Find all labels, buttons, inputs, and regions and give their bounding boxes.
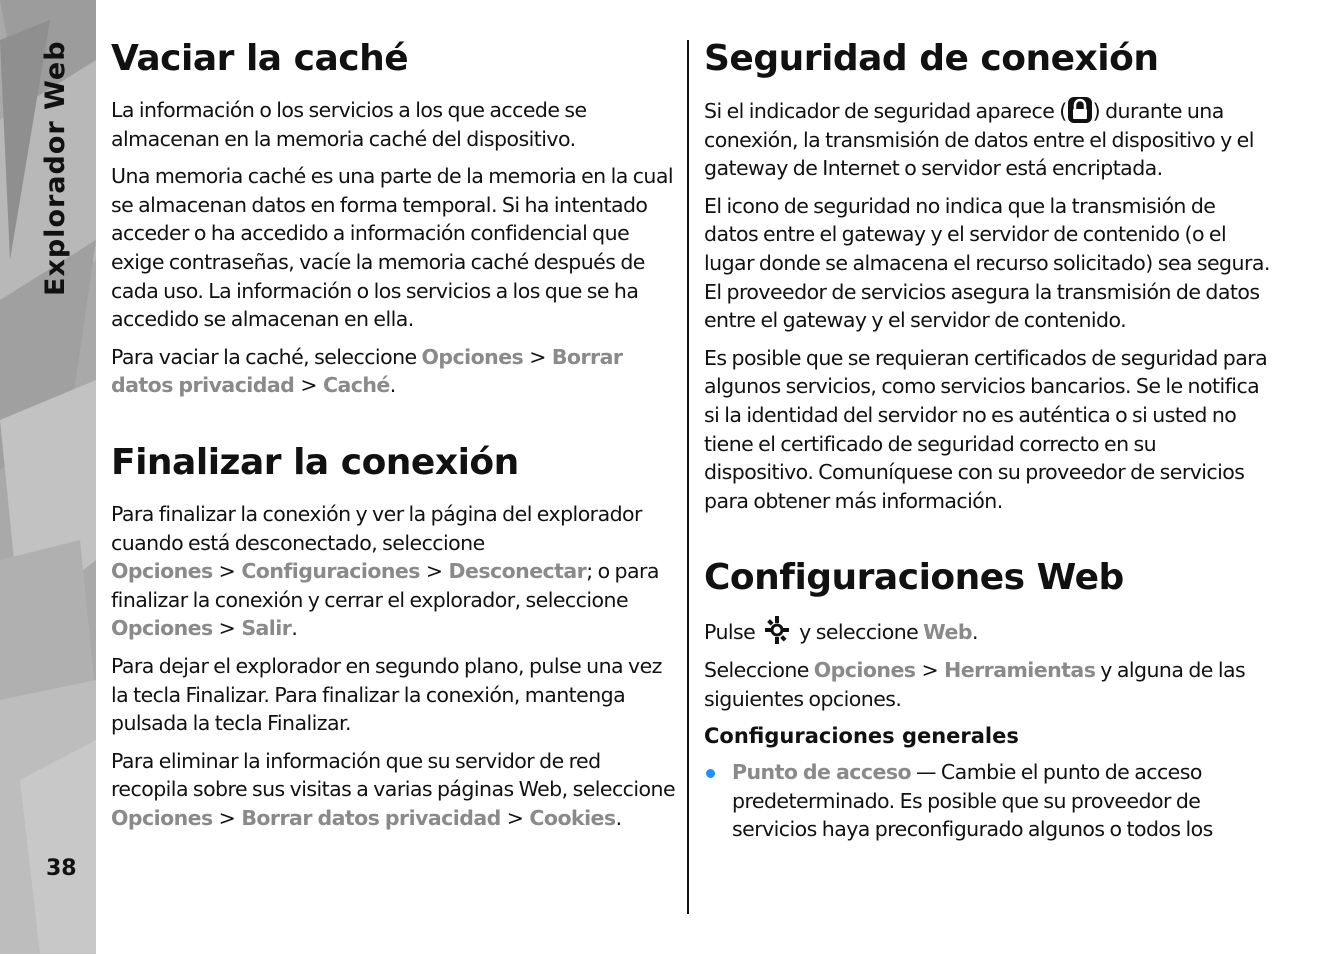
menu-separator: > (425, 559, 443, 584)
text: Si el indicador de seguridad aparece ( (704, 99, 1067, 123)
heading-vaciar-cache: Vaciar la caché (111, 38, 409, 79)
column-divider (687, 40, 689, 914)
menu-opciones: Opciones (421, 344, 524, 369)
text: . (389, 373, 396, 398)
paragraph: Para dejar el explorador en segundo plano, pulse una vez la tecla Finalizar. Para finalizar la conexión, mantenga pulsada la tecla Finalizar. (111, 653, 662, 736)
menu-web: Web (923, 620, 972, 645)
padlock-icon (1067, 96, 1093, 124)
text: Pulse (704, 620, 761, 645)
menu-opciones: Opciones (813, 657, 916, 682)
paragraph: La información o los servicios a los que accede se almacenan en la memoria caché del dispositivo. (111, 98, 587, 151)
menu-salir: Salir (241, 616, 292, 641)
text: y seleccione (794, 620, 924, 645)
menu-separator: > (921, 657, 939, 682)
menu-borrar-datos-privacidad: Borrar datos privacidad (241, 805, 501, 830)
text: Para vaciar la caché, seleccione (111, 344, 422, 369)
menu-separator: > (506, 805, 524, 830)
paragraph (732, 758, 1270, 844)
paragraph (704, 656, 1270, 713)
menu-opciones: Opciones (111, 616, 213, 641)
section-label: Explorador Web (40, 40, 71, 296)
text: y alguna de las siguientes opciones. (704, 657, 1246, 711)
paragraph (704, 615, 1270, 647)
text: Para finalizar la conexión y ver la página del explorador cuando está desconectado, seleccione (111, 501, 642, 555)
menu-separator: > (218, 805, 236, 830)
text: . (971, 620, 978, 645)
heading-seguridad-conexion: Seguridad de conexión (704, 38, 1159, 79)
menu-separator: > (529, 344, 546, 369)
page-number: 38 (46, 856, 77, 881)
paragraph: Una memoria caché es una parte de la memoria en la cual se almacenan datos en forma temporal. Si ha intentado acceder o ha accedido a información confidencial que exige contraseñas, vacíe la memoria caché después de cada uso. La información o los servicios a los que se ha accedido se almacenan en ella. (111, 164, 674, 332)
right-column (704, 36, 1270, 853)
paragraph (111, 747, 677, 833)
text: — Cambie el punto de acceso predeterminado. Es posible que su proveedor de servicios haya preconfigurado algunos o todos los (732, 760, 1213, 842)
menu-separator: > (218, 559, 236, 584)
list-item (704, 758, 1270, 844)
text: Seleccione (704, 657, 814, 682)
option-punto-de-acceso: Punto de acceso (732, 760, 912, 785)
paragraph: Es posible que se requieran certificados de seguridad para algunos servicios, como servicios bancarios. Se le notifica si la identidad del servidor no es auténtica o si usted no tiene el certificado de seguridad correcto en su dispositivo. Comuníquese con su proveedor de servicios para obtener más información. (704, 345, 1268, 513)
menu-borrar-datos-privacidad: Borrar datos privacidad (111, 344, 623, 398)
text: . (615, 805, 622, 830)
text: ) durante una conexión, la transmisión de datos entre el dispositivo y el gateway de Internet o servidor está encriptada. (704, 99, 1254, 181)
paragraph (111, 500, 677, 643)
menu-opciones: Opciones (111, 805, 213, 830)
text: Para eliminar la información que su servidor de red recopila sobre sus visitas a varias páginas Web, seleccione (111, 748, 676, 802)
sidebar (0, 0, 96, 954)
menu-desconectar: Desconectar (448, 559, 587, 584)
paragraph (111, 343, 677, 400)
menu-herramientas: Herramientas (944, 657, 1096, 682)
menu-cache: Caché (322, 373, 390, 398)
subheading-configuraciones-generales: Configuraciones generales (704, 724, 1019, 749)
text: . (291, 616, 298, 641)
menu-separator: > (300, 373, 317, 398)
menu-cookies: Cookies (529, 805, 616, 830)
paragraph: El icono de seguridad no indica que la transmisión de datos entre el gateway y el servidor de contenido (o el lugar donde se almacena el recurso solicitado) sea segura. El proveedor de servicios asegura la transmisión de datos entre el gateway y el servidor de contenido. (704, 193, 1270, 333)
heading-finalizar-conexion: Finalizar la conexión (111, 441, 519, 483)
options-list (704, 758, 1270, 844)
menu-opciones: Opciones (111, 559, 213, 584)
bullet-dot-icon (706, 769, 715, 778)
menu-key-icon (760, 615, 794, 645)
paragraph (704, 96, 1270, 183)
menu-separator: > (218, 616, 236, 641)
left-column (111, 36, 677, 841)
menu-configuraciones: Configuraciones (241, 559, 420, 584)
text: ; o para finalizar la conexión y cerrar el explorador, seleccione (111, 559, 659, 612)
heading-configuraciones-web: Configuraciones Web (704, 557, 1124, 599)
